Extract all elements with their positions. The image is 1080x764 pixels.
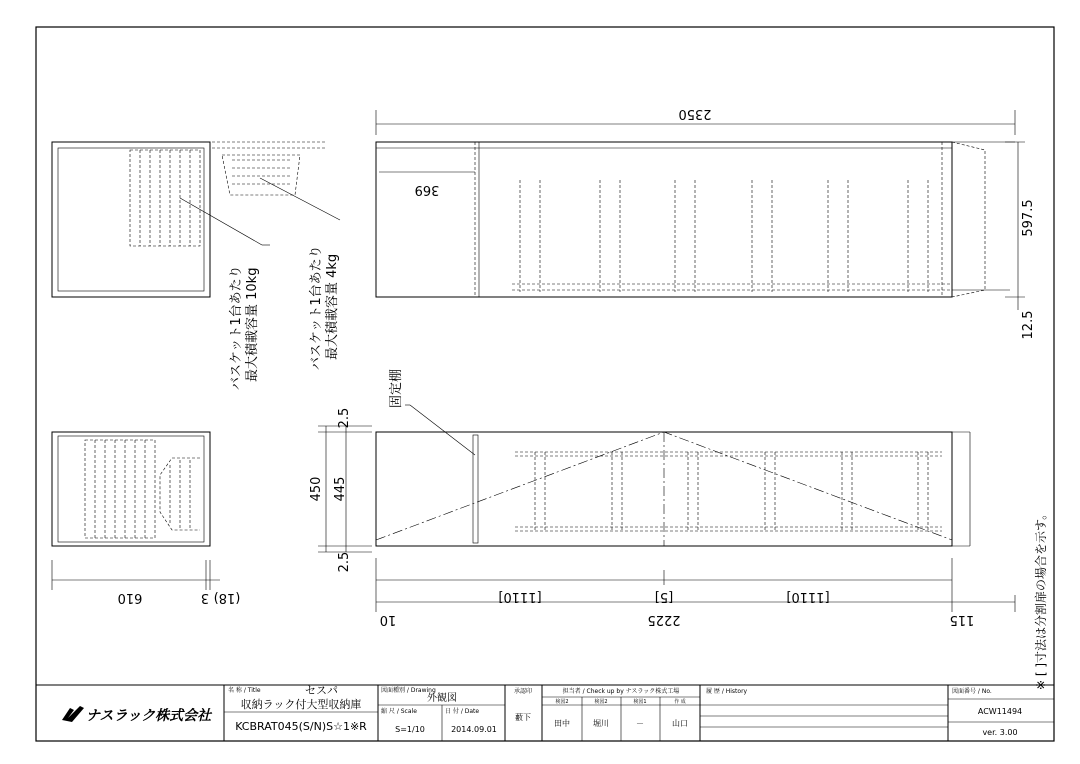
front-view [309,405,1015,627]
side-view-upper [52,142,340,297]
check-label: 担当者 / Check up by ナスラック株式工場 [562,688,680,695]
dim-side-b: (18) [213,590,241,605]
checker4-label: 作 成 [674,699,686,705]
top-view [376,106,1036,339]
dim-front-inner: 445 [333,476,348,502]
checker3-value: － [636,719,644,728]
title-block [36,684,1054,741]
basket-small-line1: バスケット1台あたり [309,245,324,370]
basket-large-line1: バスケット1台あたり [229,265,244,390]
title-name: セスパ [305,684,338,697]
dim-total: 2225 [647,612,681,627]
drawing-version: ver. 3.00 [982,728,1018,737]
date-label: 日 付 / Date [445,708,480,715]
checker2-label: 検図2 [594,699,608,705]
company-logo [62,706,84,722]
dim-top-length: 2350 [678,106,712,121]
dim-bay-left: [1110] [498,589,542,604]
dim-side-width: 610 [117,590,143,605]
approval-label: 承認印 [513,688,533,695]
side-view-lower [52,432,240,605]
scale-value: S=1/10 [395,725,425,734]
dim-side-a: 3 [200,590,210,605]
dim-front-height: 450 [309,476,324,502]
history-label: 履 歴 / History [706,688,748,695]
basket-large-line2: 最大積載容量 10kg [245,267,260,382]
drawing-label: 図面種別 / Drawing [381,687,436,694]
dim-top-depth: 597.5 [1021,199,1036,237]
model-number: KCBRAT045(S/N)S☆1※R [235,720,367,733]
approval-value: 藪下 [515,713,531,722]
dim-top-inner: 369 [414,182,440,197]
checker1-label: 検図2 [555,699,569,705]
dim-front-top-gap: 2.5 [337,407,352,429]
sheet-border [36,27,1054,741]
title-label: 名 称 / Title [228,687,261,694]
checker4-value: 山口 [672,719,688,728]
basket-small-line2: 最大積載容量 4kg [325,253,340,360]
company-name: ナスラック株式会社 [86,708,212,724]
checker3-label: 検図1 [633,699,647,705]
checker2-value: 堀川 [593,719,609,728]
drawing-type: 外観図 [427,693,457,704]
checker1-value: 田中 [554,719,570,728]
dim-right-off: 115 [949,612,975,627]
drawing-number: ACW11494 [977,707,1023,716]
fixed-shelf-label: 固定棚 [389,368,404,408]
dim-bay-right: [1110] [786,589,830,604]
number-label: 図面番号 / No. [952,688,992,695]
dim-front-bottom-gap: 2.5 [337,551,352,573]
title-desc: 収納ラック付大型収納庫 [240,698,362,711]
date-value: 2014.09.01 [451,725,497,734]
dim-left-off: 10 [379,612,397,627]
bracket-note: ※ [ ]寸法は分割扉の場合を示す。 [1034,507,1048,690]
dim-top-gap: 12.5 [1021,310,1036,340]
scale-label: 縮 尺 / Scale [381,708,417,715]
dim-bay-mid: [5] [654,589,674,604]
